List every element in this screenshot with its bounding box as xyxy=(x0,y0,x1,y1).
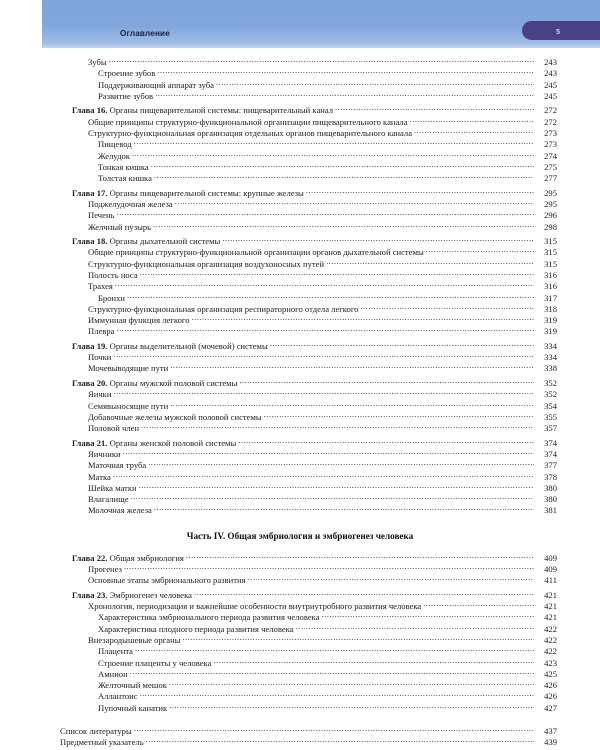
toc-entry-label: Мочевыводящие пути xyxy=(88,363,169,374)
toc-entry-page: 357 xyxy=(544,423,557,434)
toc-entry-label: Бронхи xyxy=(98,292,126,303)
toc-entry[interactable] xyxy=(0,703,600,714)
toc-entry[interactable] xyxy=(0,304,600,315)
toc-entry-label: Плевра xyxy=(88,326,115,337)
toc-entry-label: Добавочные железы мужской половой системы xyxy=(88,411,262,422)
toc-entry-label: Толстая кишка xyxy=(98,173,152,184)
toc-entry[interactable] xyxy=(0,401,600,412)
dot-leader xyxy=(153,222,534,229)
toc-entry[interactable] xyxy=(0,162,600,173)
toc-entry-label: Общие принципы структурно-функциональной организации органов дыхательной системы xyxy=(88,247,424,258)
toc-entry-label: Тонкая кишка xyxy=(98,161,149,172)
toc-entry-label: Предметный указатель xyxy=(60,737,144,748)
toc-entry-label: Структурно-функциональная организация воздухоносных путей xyxy=(88,258,325,269)
toc-entry[interactable] xyxy=(0,270,600,281)
dot-leader xyxy=(423,601,534,608)
section-spacer xyxy=(0,714,600,726)
dot-leader xyxy=(157,68,534,75)
toc-entry-label: Структурно-функциональная организация отдельных органов пищеварительного канала xyxy=(88,127,413,138)
running-header-band xyxy=(42,0,600,48)
dot-leader xyxy=(151,162,534,169)
toc-entry[interactable] xyxy=(0,315,600,326)
toc-entry-page: 374 xyxy=(544,448,557,459)
toc-chapter-entry[interactable] xyxy=(0,341,600,352)
toc-entry-label: Молочная железа xyxy=(88,505,152,516)
toc-entry-page: 315 xyxy=(544,258,557,269)
toc-entry-page: 243 xyxy=(544,57,557,67)
toc-entry-label xyxy=(72,438,238,448)
toc-entry-page: 352 xyxy=(544,389,557,400)
toc-entry[interactable] xyxy=(0,494,600,505)
toc-entry-label: Влагалище xyxy=(88,494,129,505)
toc-entry[interactable] xyxy=(0,564,600,575)
toc-entry[interactable] xyxy=(0,624,600,635)
toc-entry[interactable] xyxy=(0,293,600,304)
toc-entry-page: 319 xyxy=(544,315,557,326)
toc-entry-label: Плацента xyxy=(98,646,133,657)
toc-entry-label: Зубы xyxy=(88,57,107,67)
dot-leader xyxy=(123,449,534,456)
toc-entry-label: Желудок xyxy=(98,150,130,161)
toc-entry-page: 422 xyxy=(544,646,557,657)
toc-entry-label: Пищевод xyxy=(98,139,132,150)
toc-entry-page: 354 xyxy=(544,400,557,411)
toc-chapter-entry[interactable] xyxy=(0,438,600,449)
toc-chapter-title: Органы женской половой системы xyxy=(109,437,237,448)
page-number-label: 5 xyxy=(556,26,561,36)
toc-entry[interactable] xyxy=(0,691,600,702)
dot-leader xyxy=(264,412,534,419)
toc-entry-page: 316 xyxy=(544,269,557,280)
toc-entry[interactable] xyxy=(0,460,600,471)
toc-entry-label: Строение зубов xyxy=(98,68,156,79)
toc-chapter-title: Органы мужской половой системы xyxy=(109,377,238,388)
dot-leader xyxy=(213,658,534,665)
dot-leader xyxy=(139,483,534,490)
toc-entry-label: Иммунная функция легкого xyxy=(88,315,190,326)
dot-leader xyxy=(140,270,534,277)
toc-entry[interactable] xyxy=(0,363,600,374)
toc-entry-page: 315 xyxy=(544,236,557,247)
dot-leader xyxy=(148,460,534,467)
dot-leader xyxy=(131,494,534,501)
toc-entry-page: 423 xyxy=(544,657,557,668)
toc-entry[interactable] xyxy=(0,222,600,233)
dot-leader xyxy=(116,326,534,333)
dot-leader xyxy=(360,304,534,311)
toc-entry-label: Список литературы xyxy=(60,726,132,737)
toc-entry-page: 437 xyxy=(544,726,557,737)
toc-chapter-entry[interactable] xyxy=(0,188,600,199)
dot-leader xyxy=(175,199,534,206)
toc-chapter-entry[interactable] xyxy=(0,590,600,601)
toc-entry[interactable] xyxy=(0,483,600,494)
toc-entry-page: 272 xyxy=(544,116,557,127)
toc-chapter-entry[interactable] xyxy=(0,236,600,247)
dot-leader xyxy=(134,139,534,146)
dot-leader xyxy=(113,389,534,396)
toc-entry-label xyxy=(72,553,186,563)
toc-entry-label: Характеристика эмбрионального периода развития человека xyxy=(98,612,320,623)
toc-entry-page: 295 xyxy=(544,198,557,209)
toc-entry-label xyxy=(72,341,270,351)
toc-entry-page: 421 xyxy=(544,589,557,600)
toc-entry-label: Печень xyxy=(88,210,115,221)
dot-leader xyxy=(154,173,534,180)
toc-entry-page: 427 xyxy=(544,702,557,713)
toc-chapter-number: Глава 21. xyxy=(72,437,108,448)
dot-leader xyxy=(113,472,534,479)
dot-leader xyxy=(306,188,534,195)
toc-chapter-number: Глава 16. xyxy=(72,105,108,116)
toc-entry-page: 380 xyxy=(544,494,557,505)
toc-entry-label: Характеристика плодного периода развития человека xyxy=(98,623,294,634)
toc-entry-page: 426 xyxy=(544,680,557,691)
toc-entry[interactable] xyxy=(0,57,600,68)
toc-entry-page: 338 xyxy=(544,363,557,374)
toc-entry[interactable] xyxy=(0,737,600,748)
toc-chapter-number: Глава 18. xyxy=(72,236,108,247)
toc-entry-page: 318 xyxy=(544,303,557,314)
toc-entry-page: 425 xyxy=(544,668,557,679)
toc-entry-label xyxy=(72,188,306,198)
toc-entry-page: 243 xyxy=(544,68,557,79)
dot-leader xyxy=(154,505,534,512)
toc-entry[interactable] xyxy=(0,726,600,737)
toc-entry-label: Маточная труба xyxy=(88,460,147,471)
toc-entry-page: 421 xyxy=(544,601,557,612)
dot-leader xyxy=(141,423,534,430)
dot-leader xyxy=(192,315,535,322)
dot-leader xyxy=(170,363,534,370)
toc-entry[interactable] xyxy=(0,505,600,516)
toc-entry-page: 334 xyxy=(544,352,557,363)
toc-entry-page: 421 xyxy=(544,612,557,623)
toc-chapter-number: Глава 22. xyxy=(72,552,108,563)
dot-leader xyxy=(124,564,534,571)
toc-entry-label: Поддерживающий аппарат зуба xyxy=(98,79,214,90)
toc-entry-page: 411 xyxy=(544,575,557,586)
toc-chapter-title: Органы дыхательной системы xyxy=(109,236,221,247)
toc-entry-page: 409 xyxy=(544,552,557,563)
toc-entry[interactable] xyxy=(0,635,600,646)
dot-leader xyxy=(169,680,534,687)
toc-entry-page: 422 xyxy=(544,634,557,645)
toc-entry-label: Пупочный канатик xyxy=(98,702,168,713)
toc-entry-label xyxy=(72,236,222,246)
toc-entry-page: 274 xyxy=(544,150,557,161)
toc-entry-page: 245 xyxy=(544,90,557,101)
toc-entry-label: Хронология, периодизация и важнейшие особенности внутриутробного развития человека xyxy=(88,601,422,612)
toc-entry-label: Яички xyxy=(88,389,112,400)
toc-entry-label: Желчный пузырь xyxy=(88,221,152,232)
toc-entry-page: 355 xyxy=(544,411,557,422)
toc-entry-label: Прогенез xyxy=(88,564,122,574)
dot-leader xyxy=(426,247,534,254)
toc-entry[interactable] xyxy=(0,210,600,221)
dot-leader xyxy=(146,737,534,744)
toc-entry-label xyxy=(72,378,239,388)
running-header-title: Оглавление xyxy=(120,29,170,38)
dot-leader xyxy=(109,57,534,64)
toc-entry-page: 422 xyxy=(544,623,557,634)
toc-chapter-number: Глава 20. xyxy=(72,377,108,388)
toc-entry[interactable] xyxy=(0,247,600,258)
toc-entry[interactable] xyxy=(0,449,600,460)
toc-entry-page: 317 xyxy=(544,292,557,303)
toc-entry-label: Структурно-функциональная организация респираторного отдела легкого xyxy=(88,303,359,314)
toc-entry[interactable] xyxy=(0,151,600,162)
dot-leader xyxy=(140,691,534,698)
toc-entry-label xyxy=(72,590,194,600)
dot-leader xyxy=(127,293,534,300)
toc-entry-label: Шейка матки xyxy=(88,482,137,493)
dot-leader xyxy=(410,117,535,124)
dot-leader xyxy=(216,80,534,87)
dot-leader xyxy=(170,401,534,408)
toc-entry-label: Амнион xyxy=(98,668,128,679)
part-heading: Часть IV. Общая эмбриология и эмбриогенез человека xyxy=(186,530,414,541)
toc-entry[interactable] xyxy=(0,352,600,363)
toc-chapter-title: Органы выделительной (мочевой) системы xyxy=(109,340,268,351)
toc-entry-page: 316 xyxy=(544,281,557,292)
toc-chapter-entry[interactable] xyxy=(0,105,600,116)
dot-leader xyxy=(113,352,534,359)
toc-entry[interactable] xyxy=(0,326,600,337)
dot-leader xyxy=(194,590,534,597)
toc-entry[interactable] xyxy=(0,199,600,210)
dot-leader xyxy=(186,553,534,560)
toc-entry[interactable] xyxy=(0,68,600,79)
toc-entry-page: 374 xyxy=(544,437,557,448)
toc-entry-page: 319 xyxy=(544,326,557,337)
toc-entry-page: 275 xyxy=(544,161,557,172)
toc-entry-label: Внезародышевые органы xyxy=(88,634,181,645)
toc-entry[interactable] xyxy=(0,669,600,680)
dot-leader xyxy=(134,726,534,733)
toc-chapter-title: Общая эмбриология xyxy=(109,552,184,563)
toc-chapter-entry[interactable] xyxy=(0,553,600,564)
dot-leader xyxy=(239,378,534,385)
toc-entry-label: Полость носа xyxy=(88,269,138,280)
toc-entry-label: Развитие зубов xyxy=(98,90,154,101)
toc-chapter-title: Эмбриогенез человека xyxy=(109,589,192,600)
toc-entry[interactable] xyxy=(0,80,600,91)
toc-entry-page: 334 xyxy=(544,340,557,351)
dot-leader xyxy=(270,341,534,348)
toc-entry-label: Яичники xyxy=(88,448,121,459)
toc-chapter-number: Глава 19. xyxy=(72,340,108,351)
page-number-badge xyxy=(522,21,600,40)
toc-chapter-title: Органы пищеварительной системы: крупные железы xyxy=(109,187,304,198)
dot-leader xyxy=(326,259,534,266)
toc-entry[interactable] xyxy=(0,117,600,128)
dot-leader xyxy=(132,151,534,158)
toc-entry-page: 245 xyxy=(544,79,557,90)
toc-entry-label: Половой член xyxy=(88,423,140,434)
toc-entry[interactable] xyxy=(0,91,600,102)
toc-chapter-number: Глава 17. xyxy=(72,187,108,198)
toc-chapter-title: Органы пищеварительной системы: пищеварительный канал xyxy=(109,105,334,116)
toc-entry[interactable] xyxy=(0,281,600,292)
dot-leader xyxy=(222,236,534,243)
dot-leader xyxy=(322,612,534,619)
dot-leader xyxy=(130,669,534,676)
dot-leader xyxy=(182,635,534,642)
toc-entry[interactable] xyxy=(0,680,600,691)
dot-leader xyxy=(296,624,534,631)
toc-entry-page: 409 xyxy=(544,564,557,574)
dot-leader xyxy=(414,128,534,135)
toc-entry-page: 426 xyxy=(544,691,557,702)
toc-entry[interactable] xyxy=(0,575,600,586)
dot-leader xyxy=(169,703,534,710)
toc-entry[interactable] xyxy=(0,646,600,657)
toc-entry[interactable] xyxy=(0,139,600,150)
toc-entry-label xyxy=(72,105,335,115)
toc-entry-page: 377 xyxy=(544,460,557,471)
dot-leader xyxy=(116,210,534,217)
toc-entry[interactable] xyxy=(0,612,600,623)
toc-entry-page: 296 xyxy=(544,210,557,221)
toc-entry-page: 273 xyxy=(544,139,557,150)
toc-entry-label: Общие принципы структурно-функциональной организации пищеварительного канала xyxy=(88,116,408,127)
toc-entry-label: Аллантоис xyxy=(98,691,138,702)
toc-entry-label: Семявыносящие пути xyxy=(88,400,169,411)
toc-entry-label: Строение плаценты у человека xyxy=(98,657,212,668)
dot-leader xyxy=(135,646,534,653)
toc-entry-page: 295 xyxy=(544,187,557,198)
toc-entry-page: 378 xyxy=(544,471,557,482)
dot-leader xyxy=(155,91,534,98)
toc-entry-page: 273 xyxy=(544,127,557,138)
toc-entry-page: 352 xyxy=(544,377,557,388)
toc-entry[interactable] xyxy=(0,412,600,423)
dot-leader xyxy=(115,281,534,288)
toc-entry-page: 439 xyxy=(544,737,557,748)
toc-entry[interactable] xyxy=(0,423,600,434)
toc-entry[interactable] xyxy=(0,658,600,669)
toc-entry-label: Поджелудочная железа xyxy=(88,198,173,209)
toc-entry[interactable] xyxy=(0,389,600,400)
dot-leader xyxy=(238,438,534,445)
toc-entry-label: Желточный мешок xyxy=(98,680,167,691)
toc-entry[interactable] xyxy=(0,472,600,483)
toc-chapter-entry[interactable] xyxy=(0,378,600,389)
toc-entry[interactable] xyxy=(0,601,600,612)
toc-entry-label: Основные этапы эмбрионального развития xyxy=(88,575,246,586)
toc-entry-label: Матка xyxy=(88,471,111,482)
toc-entry-page: 381 xyxy=(544,505,557,516)
dot-leader xyxy=(248,575,534,582)
dot-leader xyxy=(335,105,534,112)
table-of-contents xyxy=(0,57,600,749)
toc-entry-label: Трахея xyxy=(88,281,113,292)
toc-entry[interactable] xyxy=(0,128,600,139)
toc-entry-page: 298 xyxy=(544,221,557,232)
toc-entry-label: Почки xyxy=(88,352,112,363)
toc-entry-page: 272 xyxy=(544,105,557,116)
toc-entry-page: 380 xyxy=(544,482,557,493)
toc-entry-page: 277 xyxy=(544,173,557,184)
toc-entry[interactable] xyxy=(0,259,600,270)
toc-entry[interactable] xyxy=(0,173,600,184)
toc-chapter-number: Глава 23. xyxy=(72,589,108,600)
toc-entry-page: 315 xyxy=(544,247,557,258)
